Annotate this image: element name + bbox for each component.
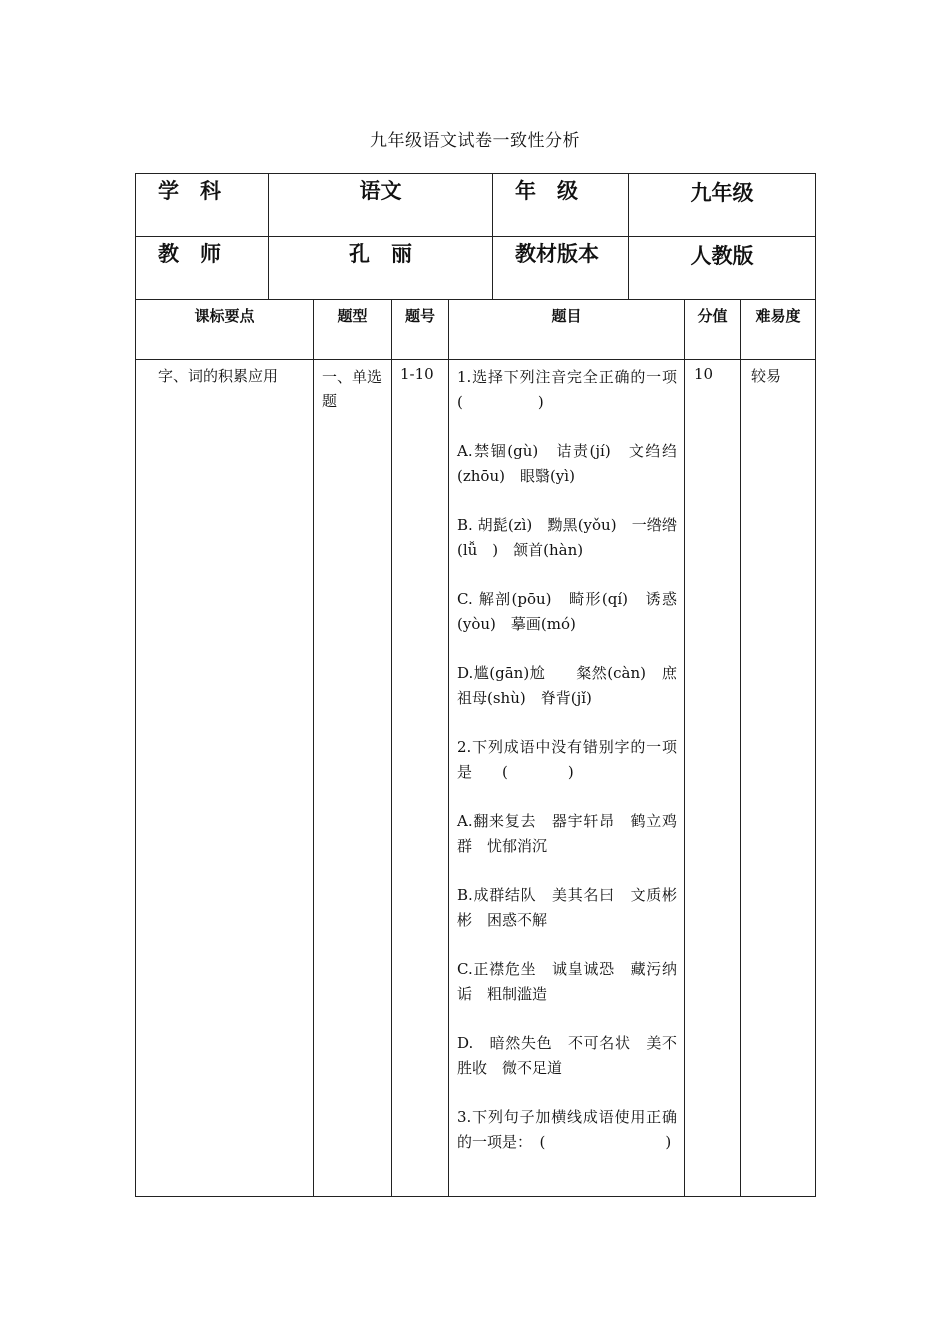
header-standard: 课标要点 xyxy=(136,300,314,360)
header-question: 题目 xyxy=(449,300,685,360)
edition-value: 人教版 xyxy=(629,237,816,300)
question-line: D. 暗然失色 不可名状 美不胜收 微不足道 xyxy=(457,1034,677,1077)
grade-label: 年 级 xyxy=(493,174,629,237)
header-score: 分值 xyxy=(685,300,741,360)
subject-value: 语文 xyxy=(269,174,493,237)
analysis-table xyxy=(135,299,816,1197)
teacher-label: 教 师 xyxy=(136,237,269,300)
grade-value: 九年级 xyxy=(629,174,816,237)
score-cell: 10 xyxy=(685,360,741,1197)
header-type: 题型 xyxy=(314,300,392,360)
question-line: 2.下列成语中没有错别字的一项是 ( ) xyxy=(457,738,677,781)
question-cell xyxy=(449,360,693,1197)
question-line: A.翻来复去 器宇轩昂 鹤立鸡群 忧郁消沉 xyxy=(457,812,677,855)
question-line: 3.下列句子加横线成语使用正确的一项是： ( ) xyxy=(457,1108,677,1151)
page-title: 九年级语文试卷一致性分析 xyxy=(370,131,580,151)
question-line: D.尴(gān)尬 粲然(càn) 庶祖母(shù) 脊背(jǐ) xyxy=(457,664,677,707)
info-table xyxy=(135,173,816,300)
subject-label: 学 科 xyxy=(136,174,269,237)
question-line: C.正襟危坐 诚皇诚恐 藏污纳诟 粗制滥造 xyxy=(457,960,677,1003)
difficulty-cell: 较易 xyxy=(741,360,816,1197)
standard-cell: 字、词的积累应用 xyxy=(136,360,314,1197)
question-line: C. 解剖(pōu) 畸形(qí) 诱惑(yòu) 摹画(mó) xyxy=(457,590,677,633)
edition-label: 教材版本 xyxy=(493,237,629,300)
table-row xyxy=(136,360,816,1197)
question-line: B. 胡髭(zì) 黝黑(yǒu) 一绺绺(lǚ ) 颔首(hàn) xyxy=(457,516,677,559)
question-line: 1.选择下列注音完全正确的一项 ( ) xyxy=(457,368,693,411)
question-line: B.成群结队 美其名曰 文质彬彬 困惑不解 xyxy=(457,886,677,929)
header-number: 题号 xyxy=(392,300,449,360)
question-line: A.禁锢(gù) 诘责(jí) 文绉绉(zhōu) 眼翳(yì) xyxy=(457,442,677,485)
teacher-value: 孔 丽 xyxy=(269,237,493,300)
type-cell: 一、单选题 xyxy=(314,360,392,1197)
header-difficulty: 难易度 xyxy=(741,300,816,360)
number-cell: 1-10 xyxy=(392,360,449,1197)
